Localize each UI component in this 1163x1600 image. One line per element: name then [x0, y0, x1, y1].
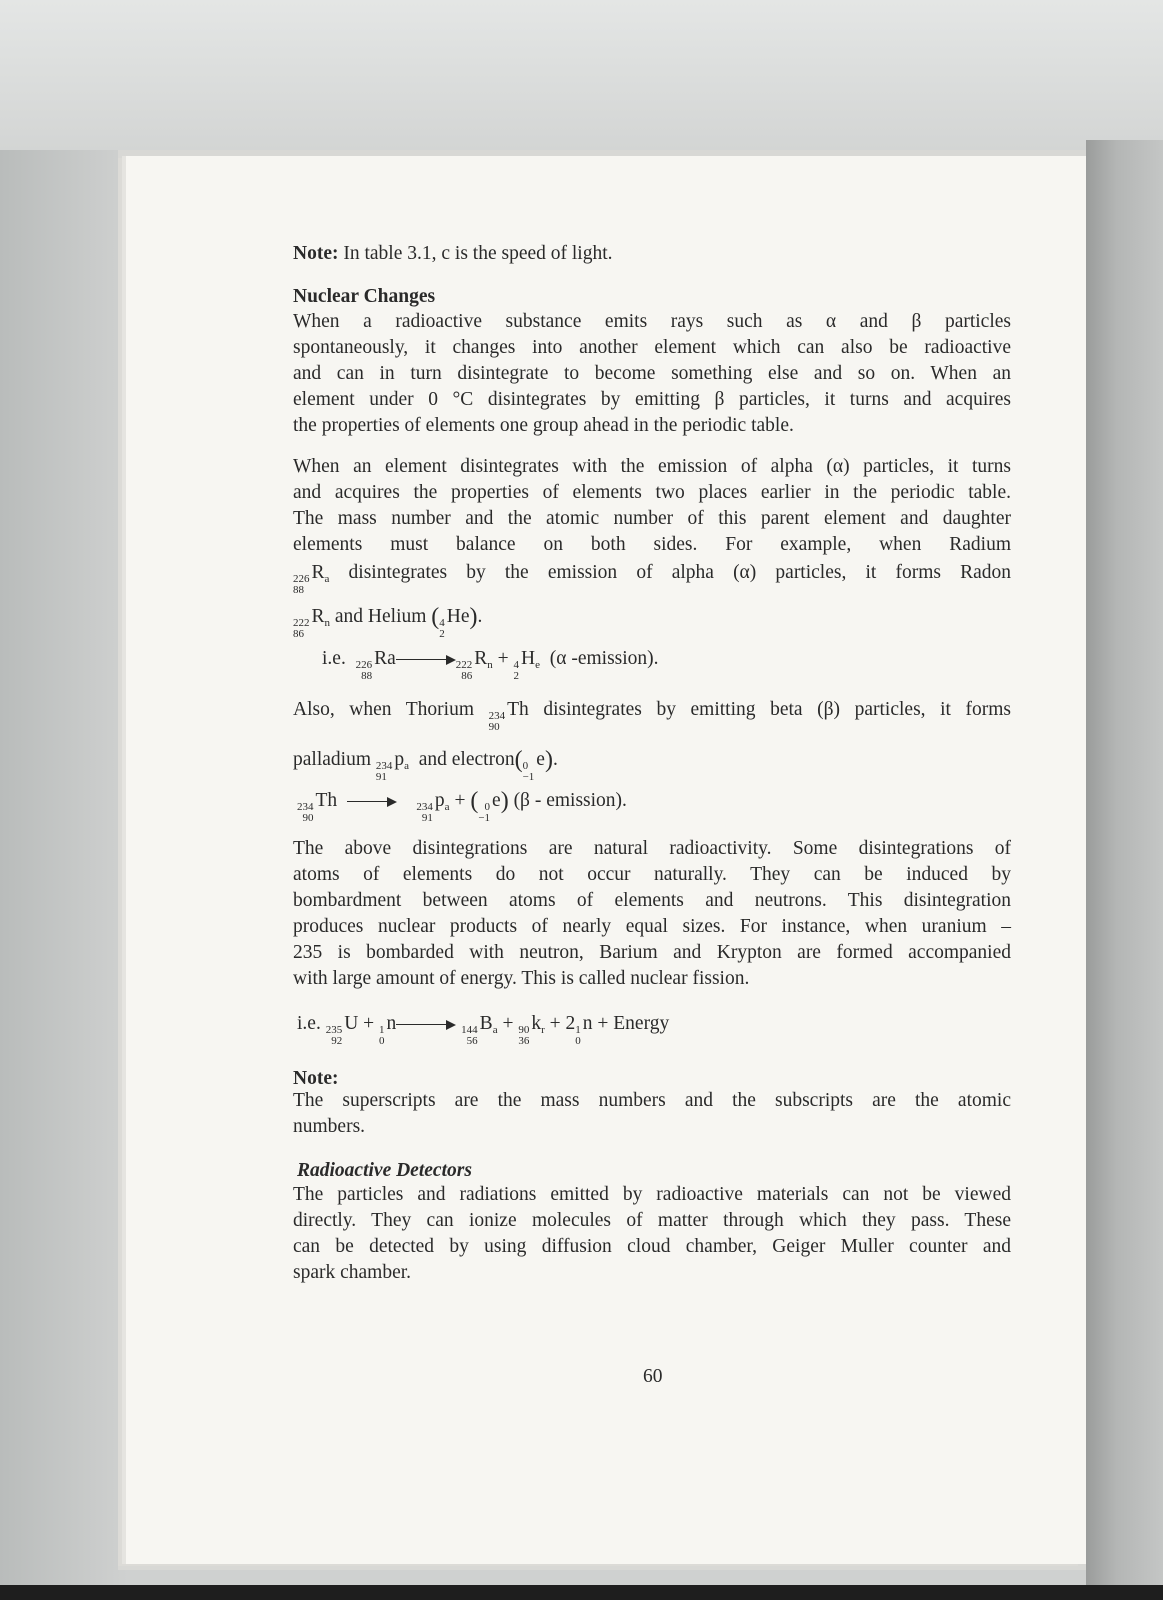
text-line: spontaneously, it changes into another element which can also be radioactive — [293, 337, 1011, 358]
text-line: The particles and radiations emitted by radioactive materials can not be viewed — [293, 1184, 1011, 1205]
symbol: e — [536, 749, 545, 770]
plus: + — [454, 790, 466, 811]
symbol: e — [492, 790, 501, 811]
atomic-number: 86 — [293, 628, 304, 640]
equation-alpha-emission — [322, 648, 659, 682]
equation-beta-emission: 234 90 Th 234 91 $p_a$ + ( 0 −1 e) (β - emission). — [297, 788, 627, 824]
symbol-sub: r — [541, 1024, 545, 1036]
period: . — [552, 749, 558, 770]
symbol: U — [344, 1013, 359, 1034]
plus: + — [363, 1013, 375, 1034]
symbol-sub: a — [404, 760, 409, 772]
text-line-thorium — [293, 697, 1011, 733]
coefficient: 2 — [565, 1013, 576, 1034]
atomic-number: 90 — [302, 812, 314, 824]
mass-number: 222 — [293, 617, 310, 629]
nuclide — [416, 802, 433, 824]
text-line-radon: 222 86 $R_n$ and Helium ( 4 2 He). — [293, 604, 483, 640]
atomic-number: 90 — [488, 721, 500, 733]
symbol: H — [521, 648, 536, 669]
nuclide — [297, 802, 314, 824]
electron-nuclide — [523, 761, 535, 783]
mass-number: 234 — [375, 760, 393, 772]
mass-number: 235 — [325, 1024, 343, 1036]
note-label: Note: — [293, 243, 339, 264]
text: Also, when Thorium — [293, 699, 474, 720]
mass-number: 234 — [416, 801, 433, 813]
paragraph-3 — [293, 697, 1011, 783]
reaction-arrow-icon — [396, 1020, 456, 1030]
atomic-number: 91 — [375, 771, 387, 783]
text: and electron — [418, 749, 515, 770]
palladium-nuclide — [376, 761, 393, 783]
scanner-background — [0, 0, 1163, 150]
text-line: and acquires the properties of elements two places earlier in the periodic table. — [293, 482, 1011, 503]
atomic-number: 88 — [361, 670, 373, 682]
symbol: He — [446, 606, 470, 627]
text-line-radium — [293, 560, 1011, 596]
note-line — [293, 241, 1011, 267]
ie-label: i.e. — [297, 1013, 321, 1034]
plus: + — [497, 648, 509, 669]
atomic-number: 91 — [421, 812, 433, 824]
paragraph-1 — [293, 309, 1011, 439]
text-line: numbers. — [293, 1116, 366, 1137]
mass-number: 234 — [297, 801, 314, 813]
text-line: produces nuclear products of nearly equal sizes. For instance, when uranium – — [293, 916, 1011, 937]
symbol: n — [386, 1013, 397, 1034]
symbol-sub: n — [487, 659, 493, 671]
radium-nuclide — [293, 574, 310, 596]
nuclide — [379, 1025, 385, 1047]
energy-term: + Energy — [597, 1013, 670, 1034]
text-line: The above disintegrations are natural radioactivity. Some disintegrations of — [293, 838, 1011, 859]
text-line: The superscripts are the mass numbers and the subscripts are the atomic — [293, 1090, 1011, 1111]
text-line-palladium: palladium 234 91 $p_a$ and electron( 0 −1 e). — [293, 747, 558, 783]
mass-number: 222 — [455, 659, 473, 671]
nuclide — [461, 1025, 478, 1047]
nuclide — [456, 660, 473, 682]
text-line: The mass number and the atomic number of this parent element and daughter — [293, 508, 1011, 529]
text-line: element under 0 °C disintegrates by emitting β particles, it turns and acquires — [293, 389, 1011, 410]
text-line: directly. They can ionize molecules of matter through which they pass. These — [293, 1210, 1011, 1231]
text: palladium — [293, 749, 371, 770]
radon-nuclide — [293, 618, 310, 640]
text-line: and can in turn disintegrate to become something else and so on. When an — [293, 363, 1011, 384]
text-line: elements must balance on both sides. For example, when Radium — [293, 534, 1011, 555]
helium-nuclide — [439, 618, 445, 640]
text-line: 235 is bombarded with neutron, Barium and Krypton are formed accompanied — [293, 942, 1011, 963]
text: and Helium — [330, 606, 432, 627]
text-line: can be detected by using diffusion cloud chamber, Geiger Muller counter and — [293, 1236, 1011, 1257]
atomic-number: 2 — [439, 628, 445, 640]
mass-number: 234 — [488, 710, 506, 722]
symbol: R — [474, 648, 488, 669]
thorium-nuclide — [489, 711, 506, 733]
page-number: 60 — [643, 1366, 663, 1387]
heading-radioactive-detectors: Radioactive Detectors — [297, 1160, 472, 1181]
symbol-sub: a — [444, 801, 450, 813]
heading-nuclear-changes: Nuclear Changes — [293, 286, 436, 307]
text-line: atoms of elements do not occur naturally. They can be induced by — [293, 864, 1011, 885]
note-2-text — [293, 1088, 1011, 1140]
reaction-arrow-icon — [347, 797, 397, 807]
symbol: Th — [315, 790, 338, 811]
mass-number: 1 — [379, 1024, 385, 1036]
book-spine-shadow — [1086, 140, 1163, 1600]
symbol-sub: e — [535, 659, 540, 671]
reaction-arrow-icon — [396, 655, 456, 665]
symbol: p — [394, 749, 405, 770]
scanner-edge — [0, 1585, 1163, 1600]
atomic-number: 92 — [331, 1035, 343, 1047]
text: disintegrates by emitting beta (β) particles, it forms — [543, 699, 1012, 720]
symbol-sub: n — [324, 617, 331, 629]
mass-number: 144 — [461, 1024, 478, 1036]
text-line: bombardment between atoms of elements and neutrons. This disintegration — [293, 890, 1011, 911]
mass-number: 226 — [355, 659, 373, 671]
symbol: R — [311, 606, 325, 627]
mass-number: 0 — [522, 760, 529, 772]
nuclide — [478, 802, 490, 824]
paragraph-4 — [293, 836, 1011, 992]
text-line: spark chamber. — [293, 1262, 412, 1283]
text-line: When an element disintegrates with the emission of alpha (α) particles, it turns — [293, 456, 1011, 477]
atomic-number: 86 — [461, 670, 473, 682]
atomic-number: −1 — [478, 812, 491, 824]
atomic-number: 2 — [513, 670, 520, 682]
note-text: In table 3.1, c is the speed of light. — [338, 243, 613, 264]
equation-note: (α -emission). — [549, 648, 659, 669]
symbol: p — [434, 790, 445, 811]
mass-number: 90 — [518, 1024, 530, 1036]
symbol: R — [311, 562, 325, 583]
symbol: k — [531, 1013, 542, 1034]
period: . — [477, 606, 483, 627]
symbol: Th — [507, 699, 529, 720]
ie-label: i.e. — [322, 648, 346, 669]
mass-number: 0 — [484, 801, 491, 813]
note-2-label: Note: — [293, 1068, 339, 1089]
text: disintegrates by the emission of alpha (α) particles, it forms Radon — [348, 562, 1011, 583]
atomic-number: 56 — [466, 1035, 478, 1047]
symbol-sub: a — [492, 1024, 498, 1036]
nuclide — [575, 1025, 581, 1047]
nuclide — [518, 1025, 529, 1047]
text-line: with large amount of energy. This is called nuclear fission. — [293, 968, 750, 989]
equation-note: (β - emission). — [513, 790, 627, 811]
plus: + — [502, 1013, 514, 1034]
nuclide — [326, 1025, 343, 1047]
atomic-number: −1 — [522, 771, 535, 783]
nuclide — [514, 660, 520, 682]
text-line: the properties of elements one group ahead in the periodic table. — [293, 415, 794, 436]
mass-number: 4 — [439, 617, 445, 629]
nuclide — [356, 660, 373, 682]
atomic-number: 36 — [518, 1035, 530, 1047]
atomic-number: 0 — [575, 1035, 581, 1047]
mass-number: 4 — [513, 659, 520, 671]
paragraph-2 — [293, 454, 1011, 640]
mass-number: 226 — [293, 573, 310, 585]
mass-number: 1 — [575, 1024, 581, 1036]
symbol: n — [582, 1013, 593, 1034]
symbol-sub: a — [324, 573, 330, 585]
plus: + — [549, 1013, 561, 1034]
atomic-number: 0 — [379, 1035, 385, 1047]
symbol: B — [479, 1013, 493, 1034]
symbol: Ra — [374, 648, 396, 669]
text-line: When a radioactive substance emits rays such as α and β particles — [293, 311, 1011, 332]
paragraph-5 — [293, 1182, 1011, 1286]
atomic-number: 88 — [293, 584, 304, 596]
equation-fission — [297, 1013, 669, 1047]
